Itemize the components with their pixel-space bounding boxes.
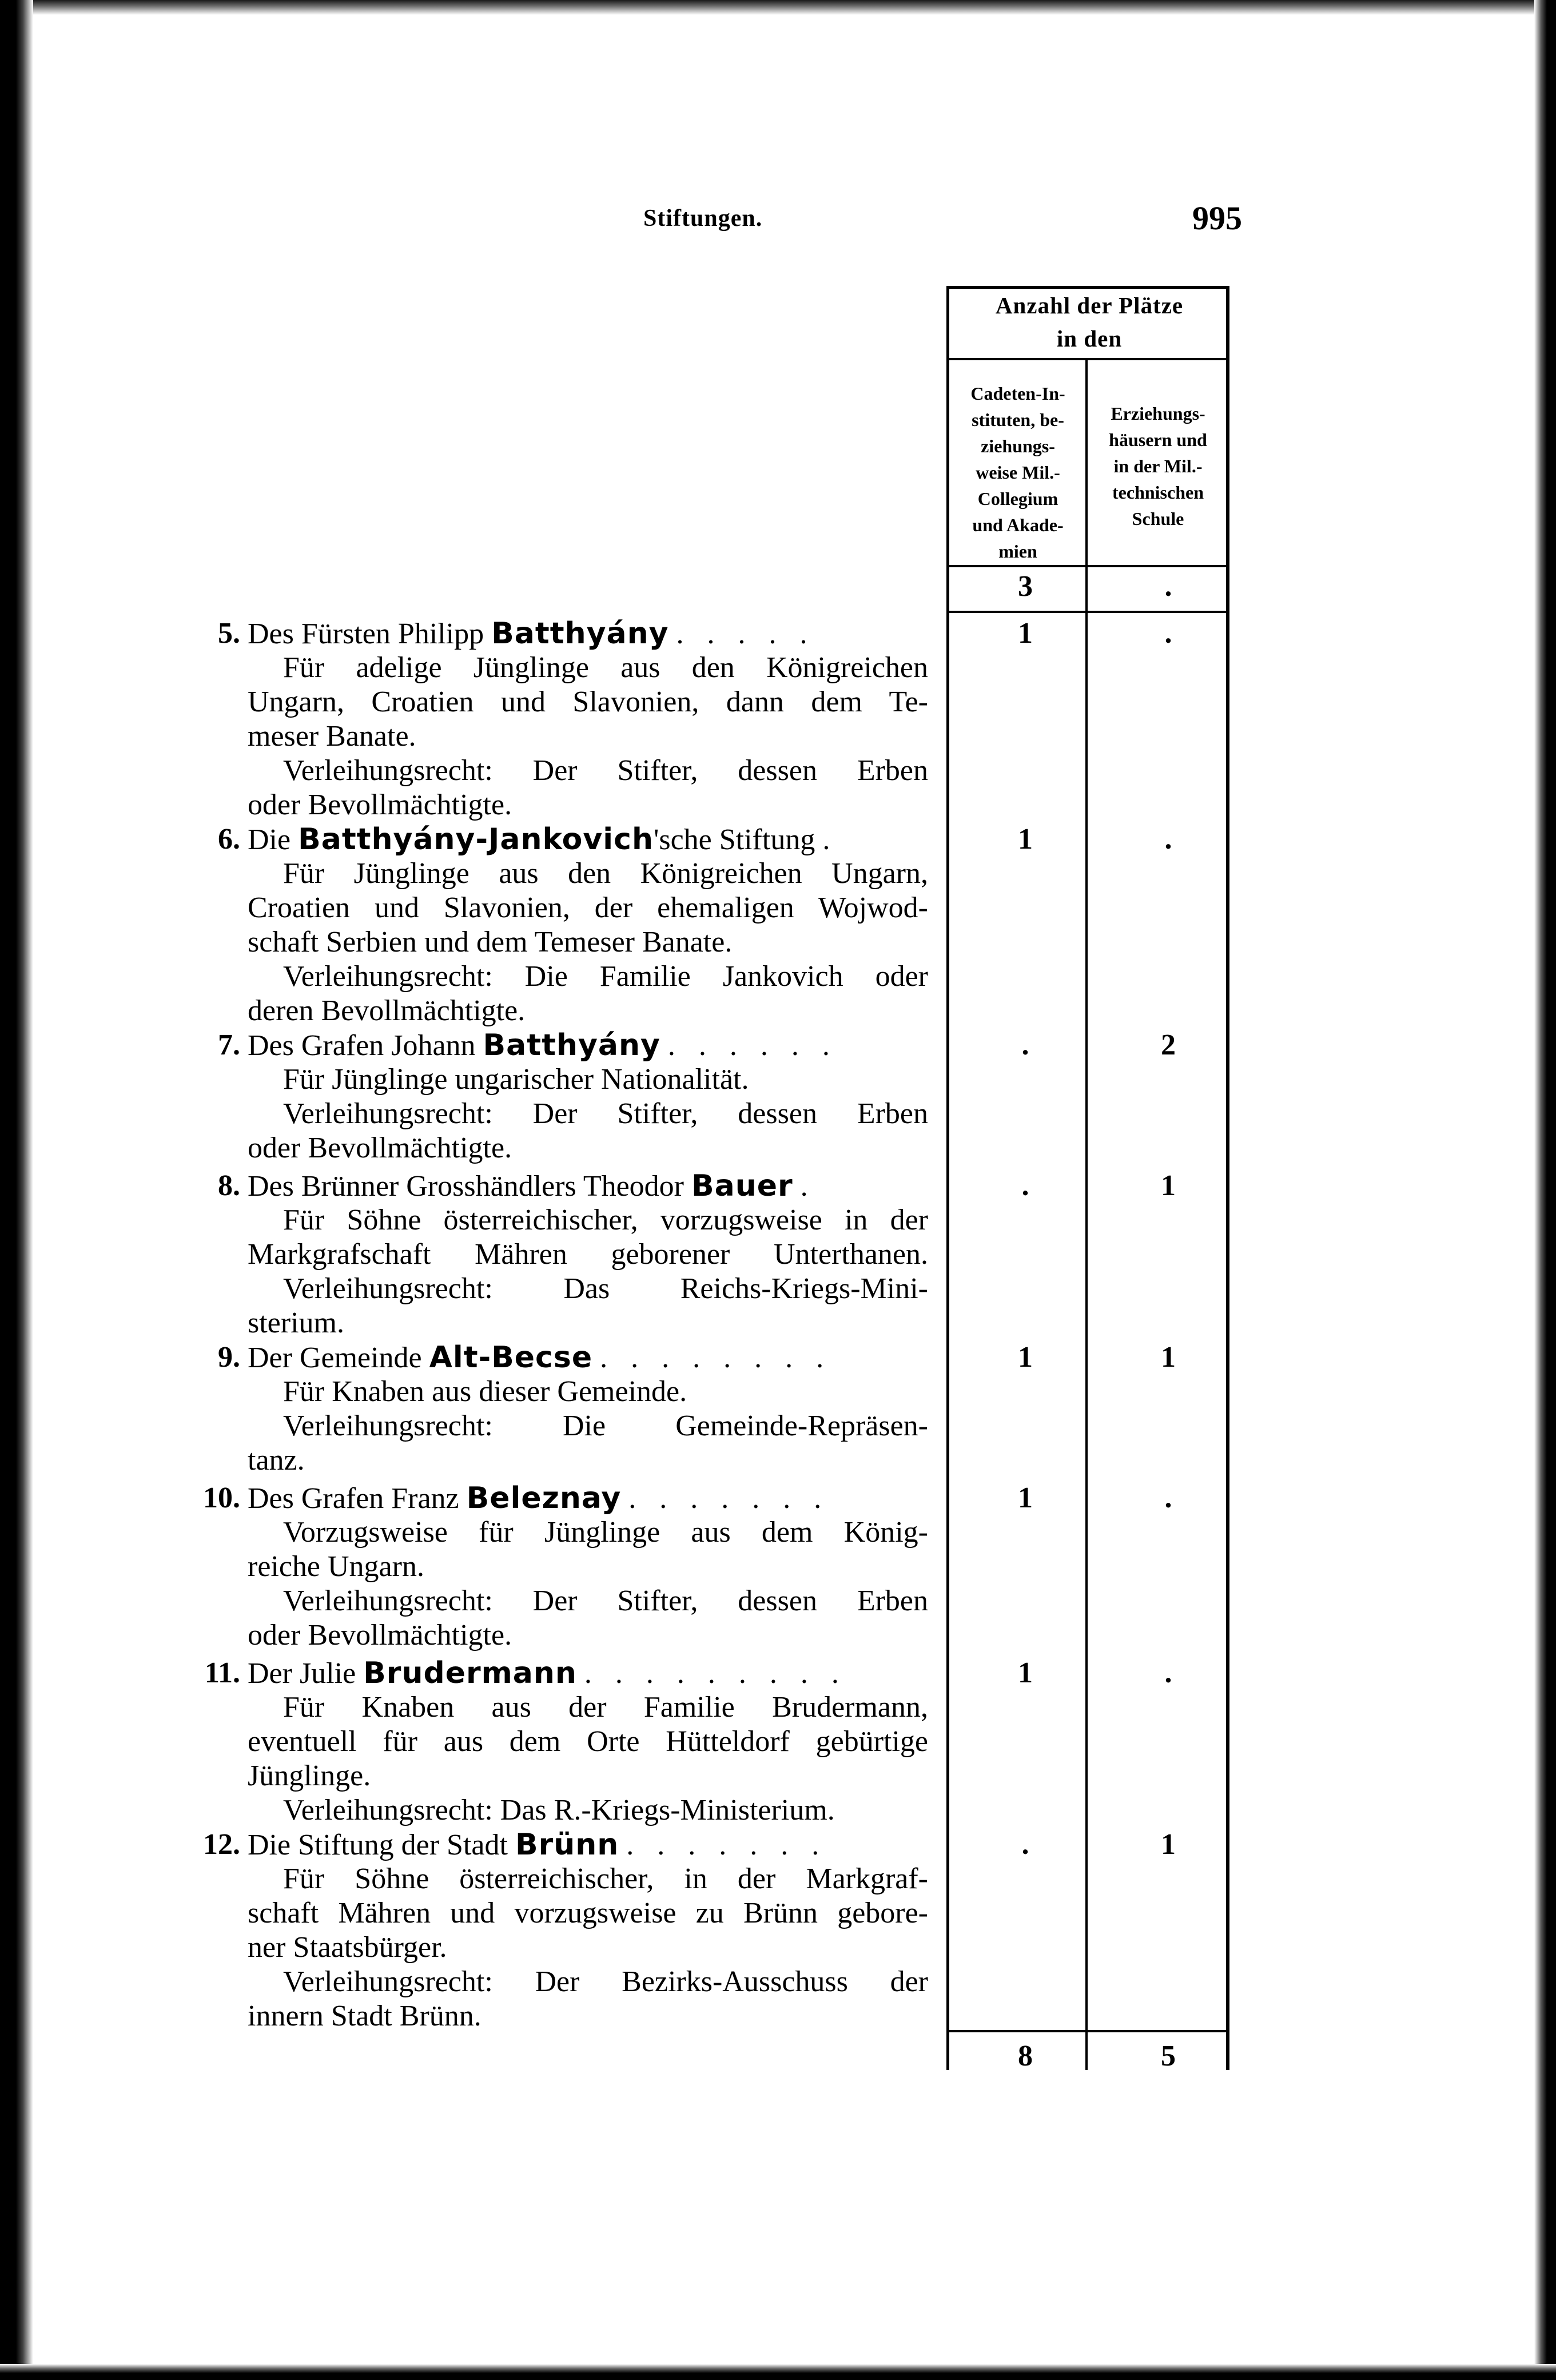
- entry-text-line: Für Knaben aus der Familie Brudermann,: [283, 1691, 928, 1724]
- entry-text-line: Verleihungsrecht: Die Gemeinde-Repräsen-: [283, 1410, 928, 1442]
- entry-number: 5.: [218, 617, 240, 650]
- places-erziehung: .: [1164, 1657, 1172, 1689]
- entry-number: 11.: [204, 1657, 240, 1689]
- entry-text-line: eventuell für aus dem Orte Hütteldorf gebürtige: [248, 1725, 928, 1758]
- page-number: 995: [1192, 200, 1242, 237]
- scan-border-right: [1534, 0, 1556, 2380]
- places-cadets: .: [1021, 1828, 1029, 1861]
- entry-text-line: schaft Serbien und dem Temeser Banate.: [248, 926, 733, 958]
- entry-text-line: Für Söhne österreichischer, vorzugsweise in der: [283, 1204, 928, 1236]
- entry-text-line: Verleihungsrecht: Die Familie Jankovich oder: [283, 960, 928, 993]
- places-erziehung: 1: [1161, 1341, 1176, 1374]
- places-cadets: 1: [1018, 1657, 1033, 1689]
- entry-text-line: Verleihungsrecht: Der Bezirks-Ausschuss der: [283, 1965, 928, 1998]
- entry-text-line: Verleihungsrecht: Das Reichs-Kriegs-Mini-: [283, 1272, 928, 1305]
- entry-text-line: Markgrafschaft Mähren geborener Unterthanen.: [248, 1238, 928, 1271]
- entry-title: Die Stiftung der Stadt Brünn . . . . . . .: [248, 1828, 827, 1862]
- entry-number: 8.: [218, 1169, 240, 1202]
- carry-over-b: .: [1164, 570, 1172, 603]
- entry-number: 10.: [203, 1482, 240, 1514]
- entry-text-line: reiche Ungarn.: [248, 1550, 424, 1583]
- entry-title: Des Grafen Franz Beleznay . . . . . . .: [248, 1481, 830, 1515]
- scan-border-left: [0, 0, 33, 2380]
- entry-text-line: innern Stadt Brünn.: [248, 2000, 481, 2032]
- entry-title: Der Gemeinde Alt-Becse . . . . . . . .: [248, 1340, 832, 1375]
- entry-text-line: oder Bevollmächtigte.: [248, 1132, 512, 1164]
- entry-title: Die Batthyány-Jankovich'sche Stiftung .: [248, 822, 838, 857]
- entry-title: Des Grafen Johann Batthyány . . . . . .: [248, 1028, 838, 1062]
- entry-text-line: Croatien und Slavonien, der ehemaligen Wojwod-: [248, 891, 928, 924]
- entry-text-line: sterium.: [248, 1307, 344, 1339]
- places-erziehung: 2: [1161, 1029, 1176, 1061]
- scan-border-top: [0, 0, 1556, 15]
- entry-text-line: Für adelige Jünglinge aus den Königreichen: [283, 651, 928, 684]
- total-cadets: 8: [1018, 2040, 1033, 2072]
- entry-text-line: deren Bevollmächtigte.: [248, 994, 526, 1027]
- entry-text-line: Vorzugsweise für Jünglinge aus dem König-: [283, 1516, 928, 1549]
- places-erziehung: 1: [1161, 1169, 1176, 1202]
- entry-text-line: ner Staatsbürger.: [248, 1931, 447, 1964]
- entry-number: 7.: [218, 1029, 240, 1061]
- places-erziehung: 1: [1161, 1828, 1176, 1861]
- places-erziehung: .: [1164, 823, 1172, 855]
- places-cadets: 1: [1018, 617, 1033, 650]
- entry-text-line: Verleihungsrecht: Der Stifter, dessen Erben: [283, 1585, 928, 1617]
- entry-text-line: Ungarn, Croatien und Slavonien, dann dem Te-: [248, 686, 928, 718]
- entry-text-line: oder Bevollmächtigte.: [248, 789, 512, 821]
- entry-text-line: Für Knaben aus dieser Gemeinde.: [283, 1375, 687, 1408]
- table-header-erziehungshaeuser: Erziehungs- häusern und in der Mil.- technischen Schule: [1109, 403, 1207, 529]
- places-erziehung: .: [1164, 1482, 1172, 1514]
- entry-text-line: schaft Mähren und vorzugsweise zu Brünn gebore-: [248, 1897, 928, 1929]
- table-header-main: Anzahl der Plätze in den: [995, 292, 1184, 352]
- places-cadets: 1: [1018, 1482, 1033, 1514]
- entry-number: 9.: [218, 1341, 240, 1374]
- entry-number: 12.: [203, 1828, 240, 1861]
- entry-text-line: Für Jünglinge ungarischer Nationalität.: [283, 1063, 749, 1096]
- entry-text-line: Verleihungsrecht: Der Stifter, dessen Erben: [283, 754, 928, 787]
- carry-over-a: 3: [1018, 570, 1033, 603]
- entry-title: Der Julie Brudermann . . . . . . . . .: [248, 1656, 847, 1690]
- places-cadets: .: [1021, 1029, 1029, 1061]
- entry-text-line: Für Söhne österreichischer, in der Markgraf-: [283, 1862, 928, 1895]
- places-cadets: 1: [1018, 1341, 1033, 1374]
- entry-text-line: Für Jünglinge aus den Königreichen Ungarn,: [283, 857, 928, 890]
- places-cadets: 1: [1018, 823, 1033, 855]
- entry-text-line: Jünglinge.: [248, 1760, 371, 1792]
- entry-title: Des Fürsten Philipp Batthyány . . . . .: [248, 616, 815, 651]
- total-erziehung: 5: [1161, 2040, 1176, 2072]
- entry-text-line: Verleihungsrecht: Das R.-Kriegs-Ministerium.: [283, 1794, 835, 1826]
- entry-text-line: oder Bevollmächtigte.: [248, 1619, 512, 1651]
- scan-border-bottom: [0, 2364, 1556, 2380]
- entry-text-line: meser Banate.: [248, 720, 416, 753]
- places-erziehung: .: [1164, 617, 1172, 650]
- table-header-cadets: Cadeten-In- stituten, be- ziehungs- weise Mil.- Collegium und Akade- mien: [970, 383, 1065, 562]
- places-cadets: .: [1021, 1169, 1029, 1202]
- entry-number: 6.: [218, 823, 240, 855]
- entry-title: Des Brünner Grosshändlers Theodor Bauer .: [248, 1169, 816, 1203]
- entry-text-line: tanz.: [248, 1444, 305, 1476]
- entry-text-line: Verleihungsrecht: Der Stifter, dessen Erben: [283, 1097, 928, 1130]
- running-header: Stiftungen.: [643, 205, 763, 232]
